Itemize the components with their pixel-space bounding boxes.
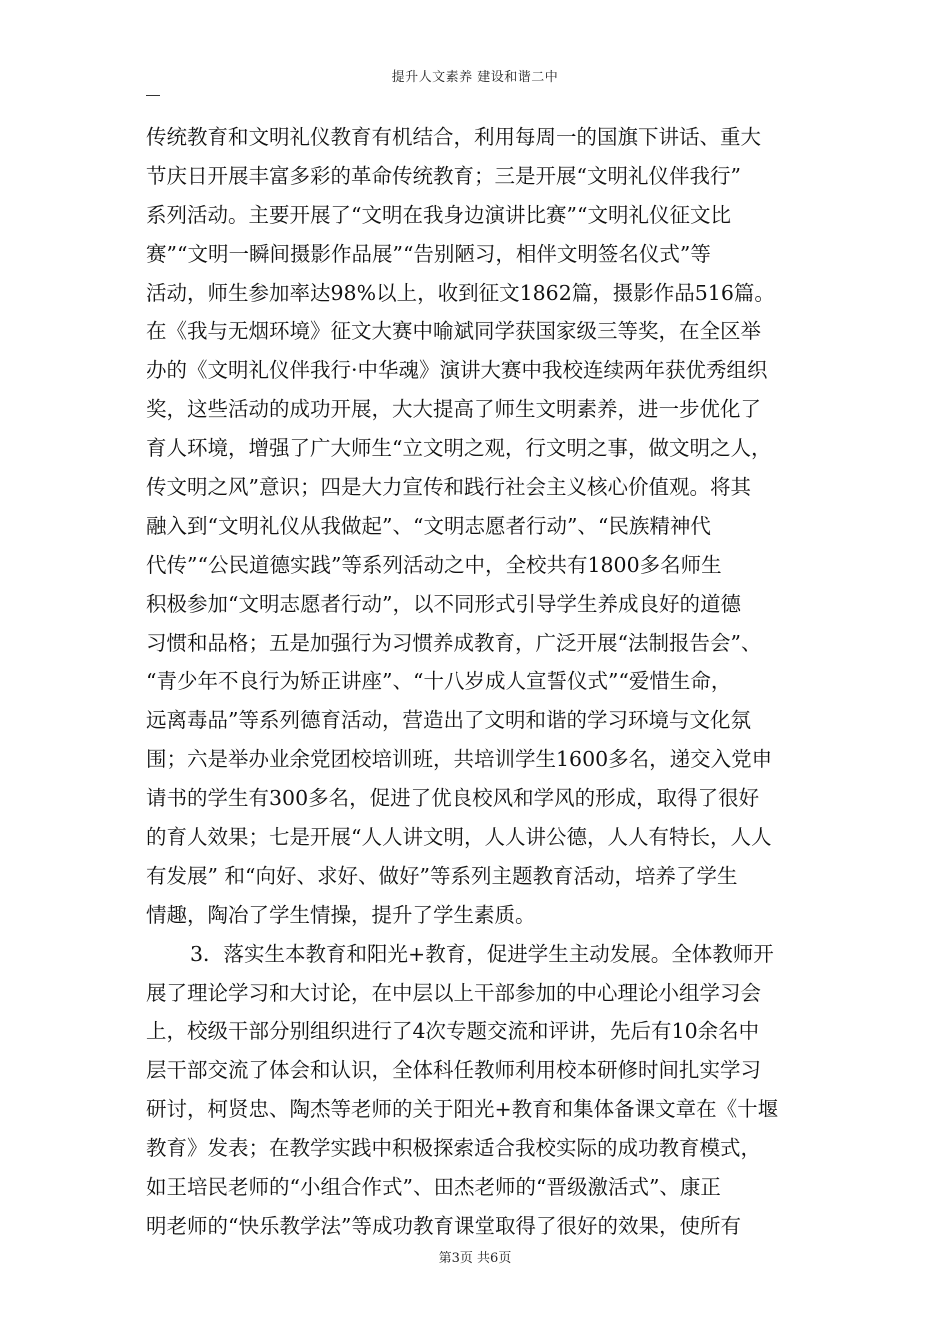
text-line: 活动，师生参加率达98%以上，收到征文1862篇，摄影作品516篇。 xyxy=(146,280,775,305)
text-line: 如王培民老师的“小组合作式”、田杰老师的“晋级激活式”、康正 xyxy=(146,1175,721,1200)
text-line: 传统教育和文明礼仪教育有机结合，利用每周一的国旗下讲话、重大 xyxy=(146,125,761,149)
text-line: 教育》发表；在教学实践中积极探索适合我校实际的成功教育模式， xyxy=(146,1136,761,1161)
page-header: 提升人文素养 建设和谐二中 xyxy=(391,70,559,85)
page-footer: 第3页 共6页 xyxy=(438,1251,512,1266)
text-line: 代传”“公民道德实践”等系列活动之中，全校共有1800多名师生 xyxy=(146,552,722,577)
section-heading-line: 3．落实生本教育和阳光+教育，促进学生主动发展。全体教师开 xyxy=(190,941,774,966)
header-mark xyxy=(146,95,160,96)
text-line: 奖，这些活动的成功开展，大大提高了师生文明素养，进一步优化了 xyxy=(146,397,761,422)
text-line: 研讨，柯贤忠、陶杰等老师的关于阳光+教育和集体备课文章在《十堰 xyxy=(146,1097,779,1122)
text-line: 积极参加“文明志愿者行动”，以不同形式引导学生养成良好的道德 xyxy=(146,591,741,616)
text-line: 层干部交流了体会和认识，全体科任教师利用校本研修时间扎实学习 xyxy=(146,1058,761,1083)
text-line: 明老师的“快乐教学法”等成功教育课堂取得了很好的效果，使所有 xyxy=(146,1213,741,1238)
text-line: 在《我与无烟环境》征文大赛中喻斌同学获国家级三等奖，在全区举 xyxy=(146,319,761,344)
text-line: 请书的学生有300多名，促进了优良校风和学风的形成，取得了很好 xyxy=(146,786,760,811)
text-line: 融入到“文明礼仪从我做起”、“文明志愿者行动”、“民族精神代 xyxy=(146,513,711,538)
text-line: 系列活动。主要开展了“文明在我身边演讲比赛”“文明礼仪征文比 xyxy=(146,202,731,227)
text-line: 远离毒品”等系列德育活动，营造出了文明和谐的学习环境与文化氛 xyxy=(146,708,751,733)
text-line: 传文明之风”意识；四是大力宣传和践行社会主义核心价值观。将其 xyxy=(146,475,751,500)
text-line: 有发展” 和“向好、求好、做好”等系列主题教育活动，培养了学生 xyxy=(146,863,738,888)
text-line: 育人环境，增强了广大师生“立文明之观，行文明之事，做文明之人， xyxy=(146,436,772,461)
text-line: 展了理论学习和大讨论，在中层以上干部参加的中心理论小组学习会 xyxy=(146,980,761,1005)
text-line: 上，校级干部分别组织进行了4次专题交流和评讲，先后有10余名中 xyxy=(146,1019,760,1044)
body-text xyxy=(146,118,810,1246)
text-line: 习惯和品格；五是加强行为习惯养成教育，广泛开展“法制报告会”、 xyxy=(146,630,762,655)
text-line: 节庆日开展丰富多彩的革命传统教育；三是开展“文明礼仪伴我行” xyxy=(146,163,741,188)
text-line: 围；六是举办业余党团校培训班，共培训学生1600多名，递交入党申 xyxy=(146,747,773,772)
text-line: “青少年不良行为矫正讲座”、“十八岁成人宣誓仪式”“爱惜生命， xyxy=(146,669,732,694)
text-line: 情趣，陶冶了学生情操，提升了学生素质。 xyxy=(146,902,536,927)
text-line: 办的《文明礼仪伴我行·中华魂》演讲大赛中我校连续两年获优秀组织 xyxy=(146,358,768,383)
text-line: 赛”“文明一瞬间摄影作品展”“告别陋习，相伴文明签名仪式”等 xyxy=(146,241,711,266)
text-line: 的育人效果；七是开展“人人讲文明，人人讲公德，人人有特长，人人 xyxy=(146,825,772,850)
